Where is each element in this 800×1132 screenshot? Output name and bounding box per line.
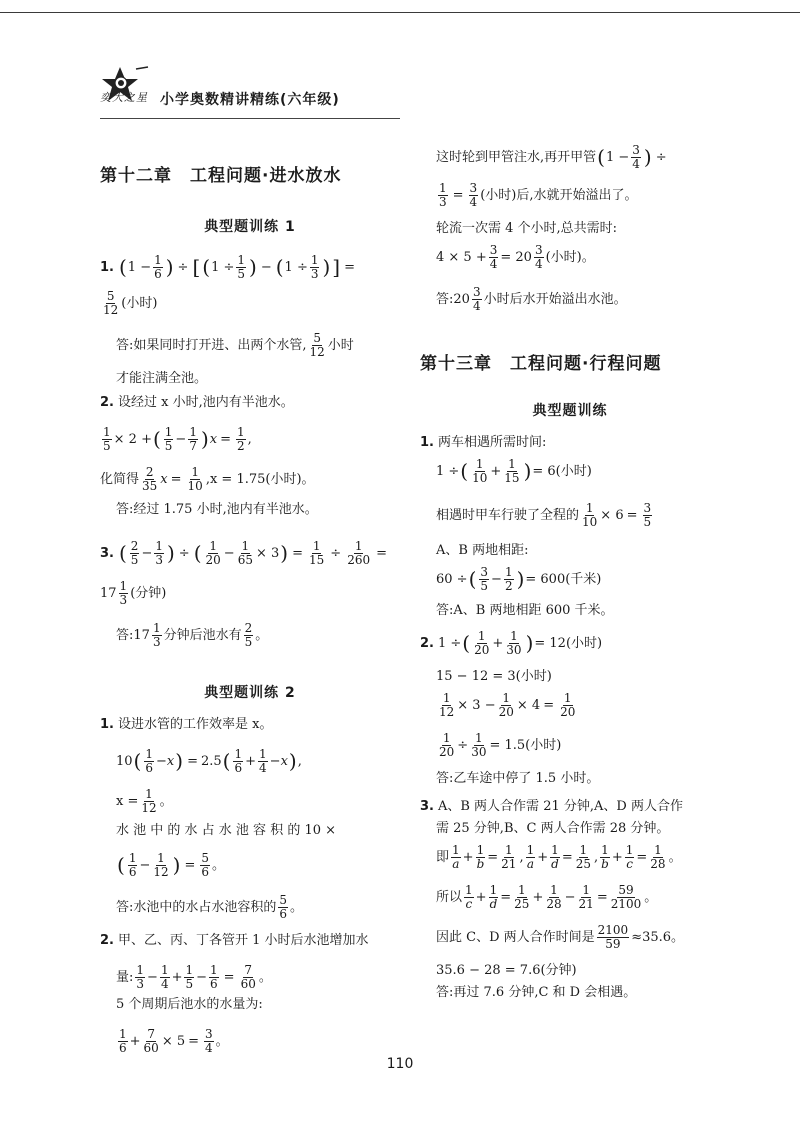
r-cycle-text: 轮流一次需 4 个小时,总共需时: xyxy=(436,221,618,236)
solution-text: 所以 xyxy=(436,889,463,905)
answer-text: 小时 xyxy=(327,337,354,353)
q1-solution: x = $\frac{1}{12}$ 。 xyxy=(116,787,173,815)
t2-work: $\frac{1}{12}$ × 3 − $\frac{1}{20}$ × 4 = $\frac{1}{20}$ xyxy=(439,691,576,719)
answer-text: 答:17 xyxy=(116,627,150,643)
problem-text: x = xyxy=(116,793,139,809)
problem-text: 设经过 x 小时,池内有半池水。 xyxy=(117,395,294,410)
problem-1-result: $\frac{5}{12}$ (小时) xyxy=(103,289,158,317)
unit-text: (小时) xyxy=(121,295,158,311)
answer-text: 答:20 xyxy=(436,291,470,307)
solution-text: = 6(小时) xyxy=(532,463,592,479)
t1-fraction: 相遇时甲车行驶了全程的 $\frac{1}{10}$ × 6 = $\frac{3}{5}$ xyxy=(436,501,652,529)
chapter-13-title: 第十三章 工程问题·行程问题 xyxy=(420,354,662,374)
chapter-12-title: 第十二章 工程问题·进水放水 xyxy=(100,166,342,186)
t3-intro: 3. A、B 两人合作需 21 分钟,A、D 两人合作 xyxy=(420,799,683,814)
answer-text: 答:水池中的水占水池容积的 xyxy=(116,899,277,915)
t3-diff: 35.6 − 28 = 7.6(分钟) xyxy=(436,963,577,978)
q2-amount: 量: $\frac{1}{3}$ − $\frac{1}{4}$ + $\frac{1}{5}$ − $\frac{1}{6}$ = $\frac{7}{60}$ 。 xyxy=(116,963,272,991)
solution-text: 4 × 5 + xyxy=(436,249,487,265)
problem-text: 设进水管的工作效率是 x。 xyxy=(117,717,273,732)
q1-equation: 10 ( $\frac{1}{6}$ − x ) = 2.5 ( $\frac{1}{6}$ + $\frac{1}{4}$ − x ) , xyxy=(116,747,302,775)
problem-3-expr: 3. ( $\frac{2}{5}$ − $\frac{1}{3}$ ) ÷ ( $\frac{1}{20}$ − $\frac{1}{65}$ × 3 ) = $\frac{1}{15}$ ÷ $\frac{1}{260}$ = xyxy=(100,539,387,567)
problem-text: 化简得 xyxy=(100,471,140,487)
answer-text: 。 xyxy=(255,627,269,643)
problem-text: 甲、乙、丙、丁各管开 1 小时后水池增加水 xyxy=(117,933,369,948)
problem-2-answer: 答:经过 1.75 小时,池内有半池水。 xyxy=(116,502,318,517)
unit-text: (分钟) xyxy=(130,585,167,601)
section-title-2: 典型题训练 2 xyxy=(204,685,296,701)
problem-text: 两车相遇所需时间: xyxy=(437,435,547,450)
problem-3-result: 17 $\frac{1}{3}$ (分钟) xyxy=(100,579,167,607)
solution-text: = 12(小时) xyxy=(534,635,603,651)
solution-text: (小时)。 xyxy=(545,249,595,265)
r-answer: 答:20 $\frac{3}{4}$ 小时后水开始溢出水池。 xyxy=(436,285,627,313)
answer-text: 小时后水开始溢出水池。 xyxy=(483,291,627,307)
top-border-line xyxy=(0,12,800,13)
answer-text: 答:如果同时打开进、出两个水管, xyxy=(116,337,307,353)
solution-text: ≈35.6。 xyxy=(631,929,685,945)
problem-2-intro: 2. 设经过 x 小时,池内有半池水。 xyxy=(100,395,294,410)
problem-1-answer-cont: 才能注满全池。 xyxy=(116,371,208,386)
answer-text: 分钟后池水有 xyxy=(163,627,242,643)
book-title: 小学奥数精讲精练(六年级) xyxy=(160,92,340,108)
brand-logo-text: 奕大之星 xyxy=(100,91,148,104)
q1-intro: 1. 设进水管的工作效率是 x。 xyxy=(100,717,273,732)
t2-answer: 答:乙车途中停了 1.5 小时。 xyxy=(436,771,600,786)
t2-result: $\frac{1}{20}$ ÷ $\frac{1}{30}$ = 1.5(小时) xyxy=(439,731,562,759)
solution-text: 因此 C、D 两人合作时间是 xyxy=(436,929,595,945)
answer-text: 。 xyxy=(290,899,304,915)
q2-intro: 2. 甲、乙、丙、丁各管开 1 小时后水池增加水 xyxy=(100,933,369,948)
q2-cycles: 5 个周期后池水的水量为: xyxy=(116,997,263,1012)
q1-ratio-expr: ( $\frac{1}{6}$ − $\frac{1}{12}$ ) = $\frac{5}{6}$ 。 xyxy=(117,851,226,879)
t1-answer: 答:A、B 两地相距 600 千米。 xyxy=(436,603,614,618)
r-turn-text: 这时轮到甲管注水,再开甲管 ( 1 − $\frac{3}{4}$ ) ÷ xyxy=(436,143,667,171)
page-number: 110 xyxy=(386,1056,414,1072)
t3-cd-time: 因此 C、D 两人合作时间是 $\frac{2100}{59}$ ≈35.6。 xyxy=(436,923,685,951)
problem-2-simplify: 化简得 $\frac{2}{35}$ x = $\frac{1}{10}$ ,x = 1.75(小时)。 xyxy=(100,465,315,493)
problem-1-answer: 答:如果同时打开进、出两个水管, $\frac{5}{12}$ 小时 xyxy=(116,331,354,359)
solution-text: 相遇时甲车行驶了全程的 xyxy=(436,507,580,523)
t3-cd-rate: 所以 $\frac{1}{c}$ + $\frac{1}{d}$ = $\frac{1}{25}$ + $\frac{1}{28}$ − $\frac{1}{21}$ = $\frac{59}{2100}$ 。 xyxy=(436,883,658,911)
problem-1-expr: 1. ( 1 − $\frac{1}{6}$ ) ÷ [ ( 1 ÷ $\frac{1}{5}$ ) − ( 1 ÷ $\frac{1}{3}$ ) ] = xyxy=(100,253,356,281)
t3-intro-cont: 需 25 分钟,B、C 两人合作需 28 分钟。 xyxy=(436,821,670,836)
solution-text: 即 xyxy=(436,849,450,865)
t1-time: 1 ÷ ( $\frac{1}{10}$ + $\frac{1}{15}$ ) = 6(小时) xyxy=(436,457,592,485)
t1-distance-text: A、B 两地相距: xyxy=(436,543,529,558)
solution-text: = 20 xyxy=(500,249,532,265)
r-overflow-time: $\frac{1}{3}$ = $\frac{3}{4}$ (小时)后,水就开始溢出了。 xyxy=(439,181,638,209)
result-number: 17 xyxy=(100,585,117,601)
q1-ratio-text: 水 池 中 的 水 占 水 池 容 积 的 10 × xyxy=(116,823,337,838)
section-title-1: 典型题训练 1 xyxy=(204,219,296,235)
solution-text: (小时)后,水就开始溢出了。 xyxy=(480,187,638,203)
problem-text: ,x = 1.75(小时)。 xyxy=(205,471,315,487)
problem-text: A、B 两人合作需 21 分钟,A、D 两人合作 xyxy=(437,799,683,814)
t1-intro: 1. 两车相遇所需时间: xyxy=(420,435,547,450)
t2-expr: 2. 1 ÷ ( $\frac{1}{20}$ + $\frac{1}{30}$ ) = 12(小时) xyxy=(420,629,603,657)
problem-text: 量: xyxy=(116,969,134,985)
solution-text: 这时轮到甲管注水,再开甲管 xyxy=(436,149,597,165)
t3-rates: 即 $\frac{1}{a}$ + $\frac{1}{b}$ = $\frac{1}{21}$ , $\frac{1}{a}$ + $\frac{1}{d}$ = $\frac{1}{25}$ , $\frac{1}{b}$ + $\frac{1}{c}$ = $\frac{1}{28}$ 。 xyxy=(436,843,682,871)
header-rule xyxy=(100,118,400,119)
t1-distance-expr: 60 ÷ ( $\frac{3}{5}$ − $\frac{1}{2}$ ) = 600(千米) xyxy=(436,565,602,593)
solution-text: = 1.5(小时) xyxy=(489,737,562,753)
page-header xyxy=(100,55,400,125)
solution-text: = 600(千米) xyxy=(525,571,602,587)
problem-3-answer: 答:17 $\frac{1}{3}$ 分钟后池水有 $\frac{2}{5}$ 。 xyxy=(116,621,269,649)
star-logo-icon xyxy=(100,55,156,115)
q1-answer: 答:水池中的水占水池容积的 $\frac{5}{6}$ 。 xyxy=(116,893,304,921)
r-total-expr: 4 × 5 + $\frac{3}{4}$ = 20 $\frac{3}{4}$ (小时)。 xyxy=(436,243,595,271)
section-title-3: 典型题训练 xyxy=(532,403,608,419)
t3-answer: 答:再过 7.6 分钟,C 和 D 会相遇。 xyxy=(436,985,637,1000)
t2-diff: 15 − 12 = 3(小时) xyxy=(436,669,552,684)
problem-2-equation: $\frac{1}{5}$ × 2 + ( $\frac{1}{5}$ − $\frac{1}{7}$ ) x = $\frac{1}{2}$ , xyxy=(103,425,252,453)
q2-total: $\frac{1}{6}$ + $\frac{7}{60}$ × 5 = $\frac{3}{4}$ 。 xyxy=(119,1027,229,1055)
